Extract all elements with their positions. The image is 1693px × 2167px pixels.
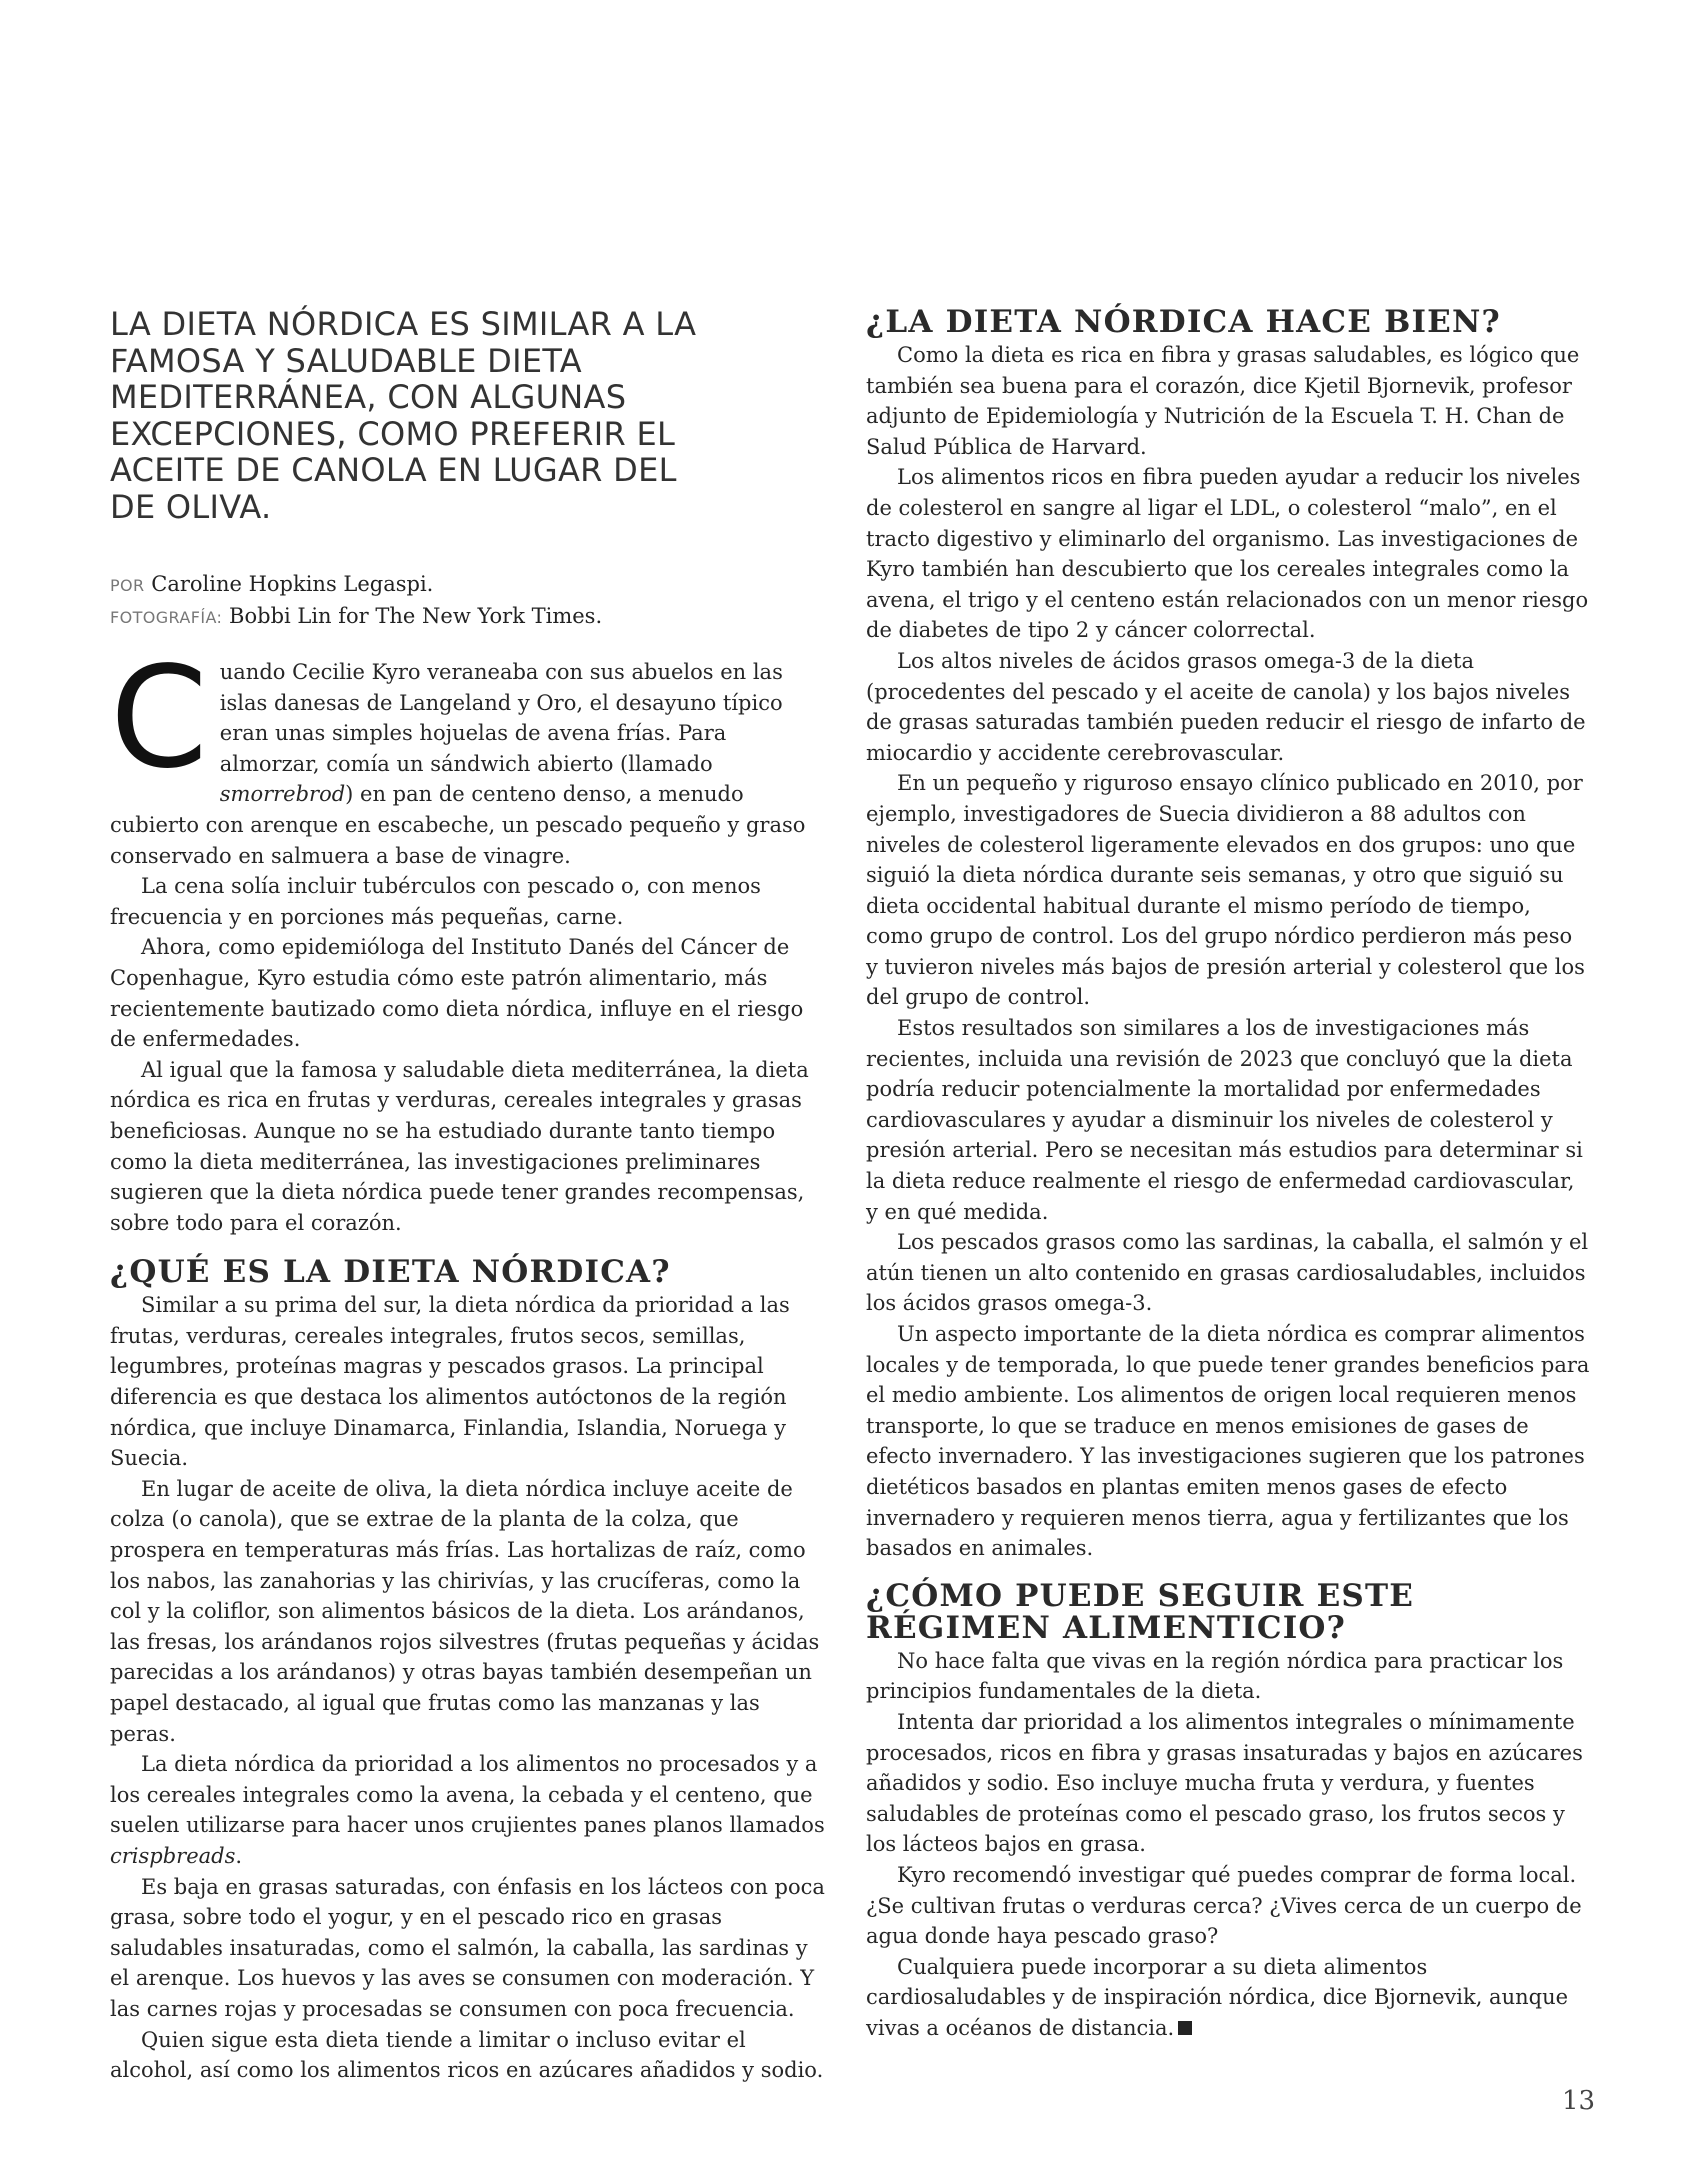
- byline: [110, 569, 832, 601]
- section1-paragraph-4: Es baja en grasas saturadas, con énfasis en los lácteos con poca grasa, sobre todo el yogur, y en el pescado rico en grasas saludables insaturadas, como el salmón, la caballa, las sardinas y el arenque. Los huevos y las aves se consumen con moderación. Y las carnes rojas y procesadas se consumen con poca frecuencia.: [110, 1874, 825, 2021]
- intro-paragraph-2: La cena solía incluir tubérculos con pescado o, con menos frecuencia y en porciones más pequeñas, carne.: [110, 874, 761, 929]
- section-heading-hace-bien: ¿LA DIETA NÓRDICA HACE BIEN?: [866, 304, 1501, 340]
- section-heading-que-es: ¿QUÉ ES LA DIETA NÓRDICA?: [110, 1254, 671, 1291]
- section1-paragraph-5: Quien sigue esta dieta tiende a limitar o incluso evitar el alcohol, así como los alimentos ricos en azúcares añadidos y sodio.: [110, 2027, 824, 2083]
- section3-paragraph-2: Intenta dar prioridad a los alimentos integrales o mínimamente procesados, ricos en fibra y grasas insaturadas y bajos en azúcares añadidos y sodio. Eso incluye mucha fruta y verdura, y fuentes saludables de proteínas como el pescado graso, los frutos secos y los lácteos bajos en grasa.: [866, 1709, 1583, 1857]
- left-column: [110, 306, 832, 2086]
- byline-name: Caroline Hopkins Legaspi.: [151, 572, 434, 596]
- article-deck: LA DIETA NÓRDICA ES SIMILAR A LA FAMOSA Y SALUDABLE DIETA MEDITERRÁNEA, CON ALGUNAS EXCEPCIONES, COMO PREFERIR EL ACEITE DE CANOLA EN LUGAR DEL DE OLIVA.: [110, 305, 697, 526]
- section-heading-como-seguir: ¿CÓMO PUEDE SEGUIR ESTE RÉGIMEN ALIMENTICIO?: [866, 1577, 1415, 1646]
- section2-paragraph-1: Como la dieta es rica en fibra y grasas saludables, es lógico que también sea buena para el corazón, dice Kjetil Bjornevik, profesor adjunto de Epidemiología y Nutrición de la Escuela T. H. Chan de Salud Pública de Harvard.: [866, 343, 1580, 459]
- section1-paragraph-3: La dieta nórdica da prioridad a los alimentos no procesados y a los cereales integrales como la avena, la cebada y el centeno, que suelen utilizarse para hacer unos crujientes panes planos llamados crispbreads.: [110, 1752, 825, 1868]
- section2-paragraph-5: Estos resultados son similares a los de investigaciones más recientes, incluida una revisión de 2023 que concluyó que la dieta podría reducir potencialmente la mortalidad por enfermedades cardiovasculares y ayudar a disminuir los niveles de colesterol y presión arterial. Pero se necesitan más estudios para determinar si la dieta reduce realmente el riesgo de enfermedad cardiovascular, y en qué medida.: [866, 1016, 1583, 1224]
- byline-label: POR: [110, 576, 145, 595]
- intro-paragraph-4: Al igual que la famosa y saludable dieta mediterránea, la dieta nórdica es rica en frutas y verduras, cereales integrales y grasas beneficiosas. Aunque no se ha estudiado durante tanto tiempo como la dieta mediterránea, las investigaciones preliminares sugieren que la dieta nórdica puede tener grandes recompensas, sobre todo para el corazón.: [110, 1057, 809, 1235]
- intro-paragraph-3: Ahora, como epidemióloga del Instituto Danés del Cáncer de Copenhague, Kyro estudia cómo este patrón alimentario, más recientemente bautizado como dieta nórdica, influye en el riesgo de enfermedades.: [110, 935, 804, 1052]
- section2-paragraph-6: Los pescados grasos como las sardinas, la caballa, el salmón y el atún tienen un alto contenido en grasas cardiosaludables, incluidos los ácidos grasos omega-3.: [866, 1230, 1589, 1316]
- photo-credit-name: Bobbi Lin for The New York Times.: [229, 604, 603, 628]
- end-mark-icon: [1178, 2021, 1192, 2035]
- page-number: 13: [1562, 2086, 1596, 2116]
- intro-paragraph-1: Cuando Cecilie Kyro veraneaba con sus abuelos en las islas danesas de Langeland y Oro, el desayuno típico eran unas simples hojuelas de avena frías. Para almorzar, comía un sándwich abierto (llamado smorrebrod) en pan de centeno denso, a menudo cubierto con arenque en escabeche, un pescado pequeño y graso conservado en salmuera a base de vinagre.: [110, 637, 806, 868]
- section2-paragraph-4: En un pequeño y riguroso ensayo clínico publicado en 2010, por ejemplo, investigadores de Suecia dividieron a 88 adultos con niveles de colesterol ligeramente elevados en dos grupos: uno que siguió la dieta nórdica durante seis semanas, y otro que siguió su dieta occidental habitual durante el mismo período de tiempo, como grupo de control. Los del grupo nórdico perdieron más peso y tuvieron niveles más bajos de presión arterial y colesterol que los del grupo de control.: [866, 771, 1585, 1010]
- section3-paragraph-1: No hace falta que vivas en la región nórdica para practicar los principios fundamentales de la dieta.: [866, 1648, 1564, 1704]
- section3-paragraph-4: Cualquiera puede incorporar a su dieta alimentos cardiosaludables y de inspiración nórdica, dice Bjornevik, aunque vivas a océanos de distancia.: [866, 1954, 1569, 2040]
- right-column: [866, 306, 1590, 2043]
- drop-cap: C: [110, 637, 208, 800]
- section2-paragraph-2: Los alimentos ricos en fibra pueden ayudar a reducir los niveles de colesterol en sangre al ligar el LDL, o colesterol “malo”, en el tracto digestivo y eliminarlo del organismo. Las investigaciones de Kyro también han descubierto que los cereales integrales como la avena, el trigo y el centeno están relacionados con un menor riesgo de diabetes de tipo 2 y cáncer colorrectal.: [866, 465, 1589, 643]
- section2-paragraph-7: Un aspecto importante de la dieta nórdica es comprar alimentos locales y de temporada, lo que puede tener grandes beneficios para el medio ambiente. Los alimentos de origen local requieren menos transporte, lo que se traduce en menos emisiones de gases de efecto invernadero. Y las investigaciones sugieren que los patrones dietéticos basados en plantas emiten menos gases de efecto invernadero y requieren menos tierra, agua y fertilizantes que los basados en animales.: [866, 1322, 1590, 1561]
- section1-paragraph-1: Similar a su prima del sur, la dieta nórdica da prioridad a las frutas, verduras, cereales integrales, frutos secos, semillas, legumbres, proteínas magras y pescados grasos. La principal diferencia es que destaca los alimentos autóctonos de la región nórdica, que incluye Dinamarca, Finlandia, Islandia, Noruega y Suecia.: [110, 1293, 790, 1471]
- photo-credit-label: FOTOGRAFÍA:: [110, 608, 223, 627]
- photo-credit: [110, 601, 832, 633]
- section3-paragraph-3: Kyro recomendó investigar qué puedes comprar de forma local. ¿Se cultivan frutas o verduras cerca? ¿Vives cerca de un cuerpo de agua donde haya pescado graso?: [866, 1862, 1582, 1949]
- section1-paragraph-2: En lugar de aceite de oliva, la dieta nórdica incluye aceite de colza (o canola), que se extrae de la planta de la colza, que prospera en temperaturas más frías. Las hortalizas de raíz, como los nabos, las zanahorias y las chirivías, y las crucíferas, como la col y la coliflor, son alimentos básicos de la dieta. Los arándanos, las fresas, los arándanos rojos silvestres (frutas pequeñas y ácidas parecidas a los arándanos) y otras bayas también desempeñan un papel destacado, al igual que frutas como las manzanas y las peras.: [110, 1476, 820, 1746]
- section2-paragraph-3: Los altos niveles de ácidos grasos omega-3 de la dieta (procedentes del pescado y el aceite de canola) y los bajos niveles de grasas saturadas también pueden reducir el riesgo de infarto de miocardio y accidente cerebrovascular.: [866, 648, 1586, 765]
